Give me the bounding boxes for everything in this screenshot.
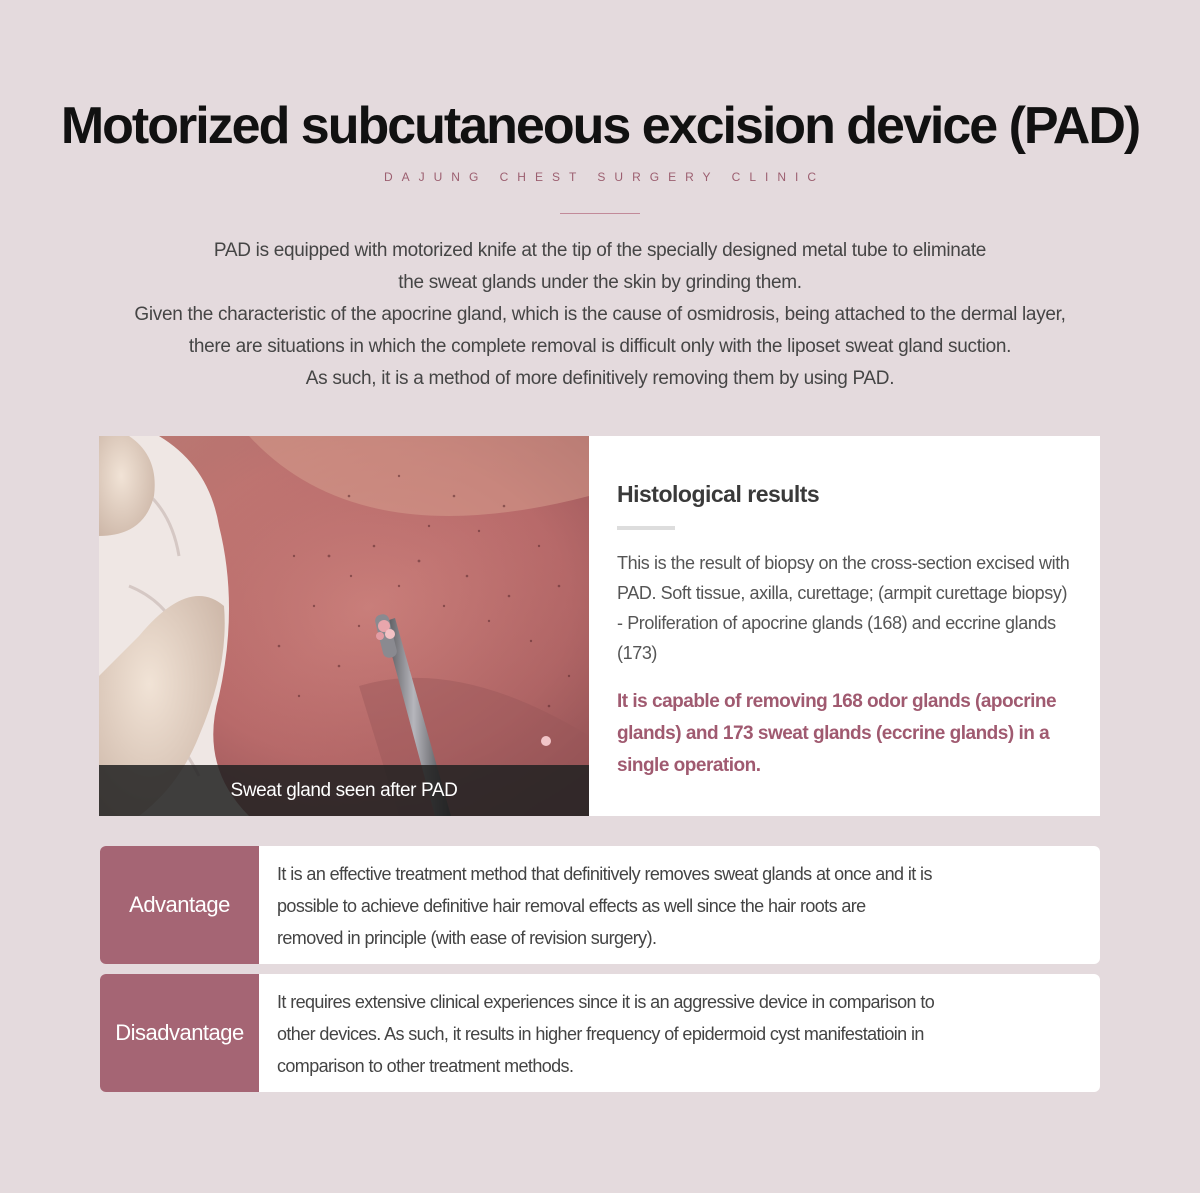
intro-line: Given the characteristic of the apocrine gland, which is the cause of osmidrosis, being attached to the dermal layer, bbox=[134, 304, 1066, 325]
advantage-line: possible to achieve definitive hair removal effects as well since the hair roots are bbox=[277, 896, 866, 916]
procedure-photo-image bbox=[99, 436, 589, 816]
disadvantage-label: Disadvantage bbox=[100, 974, 259, 1092]
photo-caption: Sweat gland seen after PAD bbox=[99, 765, 589, 816]
heading-rule bbox=[617, 526, 675, 530]
procedure-photo bbox=[99, 436, 589, 816]
disadvantage-line: It requires extensive clinical experiences since it is an aggressive device in comparison to bbox=[277, 992, 935, 1012]
title-divider bbox=[560, 213, 640, 214]
advantage-line: removed in principle (with ease of revision surgery). bbox=[277, 928, 657, 948]
intro-line: As such, it is a method of more definitively removing them by using PAD. bbox=[305, 368, 895, 389]
histology-description: This is the result of biopsy on the cross-section excised with PAD. Soft tissue, axilla, curettage; (armpit curettage biopsy) - Proliferation of apocrine glands (168) and eccrine glands (173) bbox=[617, 553, 1070, 663]
disadvantage-text bbox=[277, 986, 1077, 1082]
histology-highlight: It is capable of removing 168 odor glands (apocrine glands) and 173 sweat glands (eccrine glands) in a single operation. bbox=[617, 691, 1057, 776]
advantage-label: Advantage bbox=[100, 846, 259, 964]
disadvantage-line: other devices. As such, it results in higher frequency of epidermoid cyst manifestatioin in bbox=[277, 1024, 924, 1044]
intro-line: PAD is equipped with motorized knife at the tip of the specially designed metal tube to eliminate bbox=[213, 240, 987, 261]
histology-heading: Histological results bbox=[617, 481, 820, 507]
disadvantage-line: comparison to other treatment methods. bbox=[277, 1056, 574, 1076]
advantage-text bbox=[277, 858, 1077, 954]
intro-line: there are situations in which the complete removal is difficult only with the liposet sweat gland suction. bbox=[188, 336, 1012, 357]
clinic-subtitle: DAJUNG CHEST SURGERY CLINIC bbox=[383, 170, 826, 184]
advantage-line: It is an effective treatment method that definitively removes sweat glands at once and it is bbox=[277, 864, 932, 884]
disadvantage-row bbox=[100, 974, 1100, 1092]
intro-paragraph bbox=[40, 235, 1160, 395]
histology-panel bbox=[589, 436, 1100, 816]
advantage-row bbox=[100, 846, 1100, 964]
intro-line: the sweat glands under the skin by grinding them. bbox=[398, 272, 802, 293]
page-title: Motorized subcutaneous excision device (PAD) bbox=[60, 97, 1140, 155]
